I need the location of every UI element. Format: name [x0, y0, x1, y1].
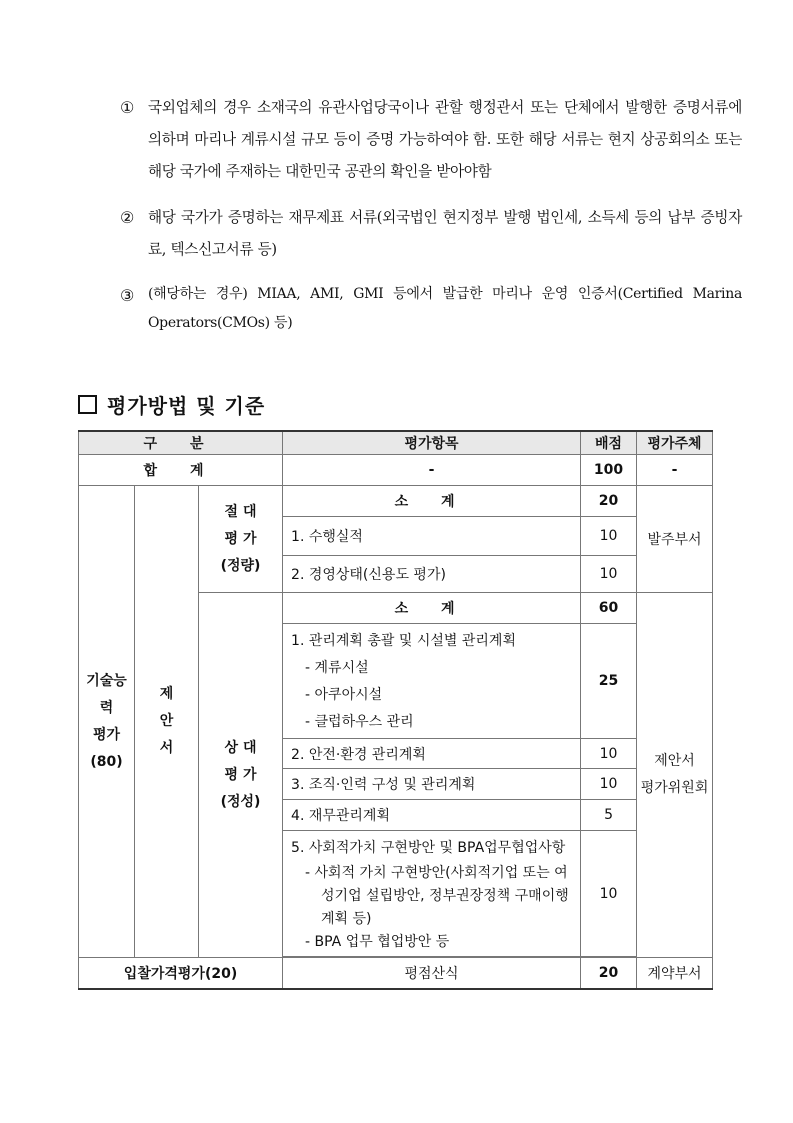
item-number: ③ — [120, 286, 135, 305]
total-score: 100 — [581, 455, 637, 486]
relative-item-1: 1. 관리계획 총괄 및 시설별 관리계획 - 계류시설 - 아쿠아시설 - 클럽하우스 관리 — [283, 624, 581, 739]
price-score: 20 — [581, 958, 637, 989]
requirement-text: 해당 국가가 증명하는 재무제표 서류(외국법인 현지정부 발행 법인세, 소득세 등의 납부 증빙자료, 텍스신고서류 등) — [148, 209, 742, 258]
relative-subtotal-label: 소 계 — [283, 593, 581, 624]
relative-item-text: 4. 재무관리계획 — [283, 800, 581, 831]
evaluation-table — [78, 430, 713, 990]
relative-item-score: 10 — [581, 769, 637, 800]
checkbox-square-icon — [78, 395, 97, 414]
absolute-eval-label: 절 대 평 가 (정량) — [199, 486, 283, 593]
total-item: - — [283, 455, 581, 486]
table-row-total — [79, 455, 713, 486]
header-category: 구 분 — [79, 431, 283, 455]
requirement-item — [120, 280, 742, 338]
section-title: 평가방법 및 기준 — [107, 394, 266, 418]
relative-evaluator: 제안서 평가위원회 — [637, 593, 713, 958]
relative-item-score: 10 — [581, 739, 637, 769]
relative-subtotal-score: 60 — [581, 593, 637, 624]
table-header-row — [79, 431, 713, 455]
section-heading — [78, 390, 265, 419]
total-evaluator: - — [637, 455, 713, 486]
requirement-text: 국외업체의 경우 소재국의 유관사업당국이나 관할 행정관서 또는 단체에서 발행한 증명서류에 의하며 마리나 계류시설 규모 등이 증명 가능하여야 함. 또한 해당 서류는 현지 상공회의소 또는 해당 국가에 주재하는 대한민국 공관의 확인을 받아야함 — [148, 99, 742, 180]
price-eval-label: 입찰가격평가(20) — [79, 958, 283, 989]
item-number: ② — [120, 208, 135, 227]
absolute-item-text: 1. 수행실적 — [283, 517, 581, 556]
item-number: ① — [120, 98, 135, 117]
price-evaluator: 계약부서 — [637, 958, 713, 989]
tech-eval-label: 기술능 력 평가 (80) — [79, 486, 135, 958]
requirement-item — [120, 202, 742, 266]
absolute-subtotal-score: 20 — [581, 486, 637, 517]
table-row-price — [79, 958, 713, 989]
relative-item-1-score: 25 — [581, 624, 637, 739]
header-evaluator: 평가주체 — [637, 431, 713, 455]
relative-item-5: 5. 사회적가치 구현방안 및 BPA업무협업사항 - 사회적 가치 구현방안(사회적기업 또는 여성기업 설립방안, 정부권장정책 구매이행계획 등) - BPA 업무 협업방안 등 — [283, 831, 581, 957]
table-row — [79, 486, 713, 517]
requirement-item — [120, 92, 742, 188]
absolute-subtotal-label: 소 계 — [283, 486, 581, 517]
relative-eval-label: 상 대 평 가 (정성) — [199, 593, 283, 958]
requirement-text: (해당하는 경우) MIAA, AMI, GMI 등에서 발급한 마리나 운영 인증서(Certified Marina Operators(CMOs) 등) — [148, 286, 742, 331]
header-item: 평가항목 — [283, 431, 581, 455]
absolute-item-text: 2. 경영상태(신용도 평가) — [283, 556, 581, 593]
absolute-item-score: 10 — [581, 517, 637, 556]
relative-item-5-score: 10 — [581, 831, 637, 957]
total-label: 합 계 — [79, 455, 283, 486]
proposal-label: 제 안 서 — [135, 486, 199, 958]
absolute-item-score: 10 — [581, 556, 637, 593]
price-item: 평점산식 — [283, 958, 581, 989]
relative-item-score: 5 — [581, 800, 637, 831]
relative-item-text: 2. 안전·환경 관리계획 — [283, 739, 581, 769]
absolute-evaluator: 발주부서 — [637, 486, 713, 593]
requirements-list — [120, 92, 742, 352]
header-score: 배점 — [581, 431, 637, 455]
relative-item-text: 3. 조직·인력 구성 및 관리계획 — [283, 769, 581, 800]
